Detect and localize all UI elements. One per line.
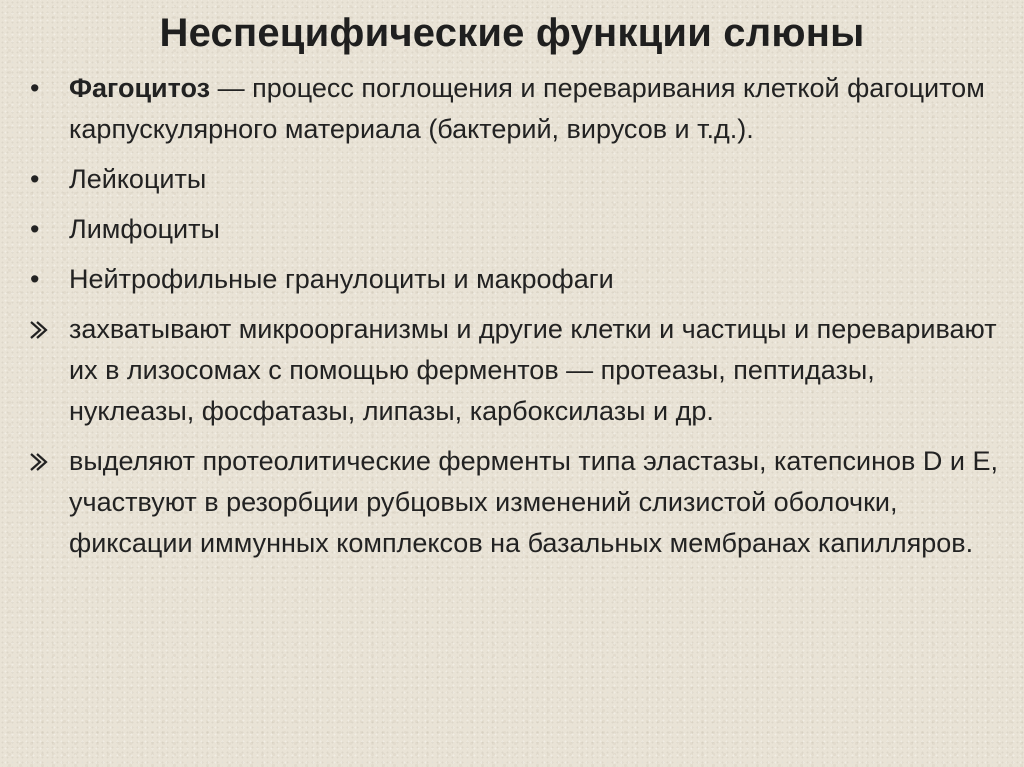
list-item-lymphocytes bbox=[26, 209, 1006, 250]
bullet-marker: • bbox=[30, 73, 40, 103]
list-item-leukocytes bbox=[26, 159, 1006, 200]
term-phagocytosis: Фагоцитоз bbox=[69, 73, 211, 103]
bullet-marker: • bbox=[30, 264, 40, 294]
bullet-marker: • bbox=[30, 164, 40, 194]
list-item-neutrophils bbox=[26, 259, 1006, 300]
item-text-lymphocytes: Лимфоциты bbox=[69, 214, 220, 244]
item-text-neutrophils: Нейтрофильные гранулоциты и макрофаги bbox=[69, 264, 614, 294]
bullet-marker: • bbox=[30, 214, 40, 244]
list-item-phagocytosis bbox=[26, 68, 1006, 150]
list-item-secrete bbox=[26, 441, 1006, 564]
slide-content bbox=[26, 68, 1006, 573]
item-text-capture: захватывают микроорганизмы и другие клетки и частицы и переваривают их в лизосомах с помощью ферментов — протеазы, пептидазы, нуклеазы, фосфатазы, липазы, карбоксилазы и др. bbox=[69, 314, 997, 426]
item-text-leukocytes: Лейкоциты bbox=[69, 164, 207, 194]
definition-phagocytosis: — процесс поглощения и переваривания клеткой фагоцитом карпускулярного материала (бактерий, вирусов и т.д.). bbox=[69, 73, 985, 144]
item-text-secrete: выделяют протеолитические ферменты типа эластазы, катепсинов D и E, участвуют в резорбции рубцовых изменений слизистой оболочки, фиксации иммунных комплексов на базальных мембранах капилляров. bbox=[69, 446, 998, 558]
arrow-bullet-icon bbox=[28, 310, 58, 353]
list-item-capture bbox=[26, 309, 1006, 432]
arrow-bullet-icon bbox=[28, 442, 58, 485]
slide-title: Неспецифические функции слюны bbox=[159, 11, 865, 55]
